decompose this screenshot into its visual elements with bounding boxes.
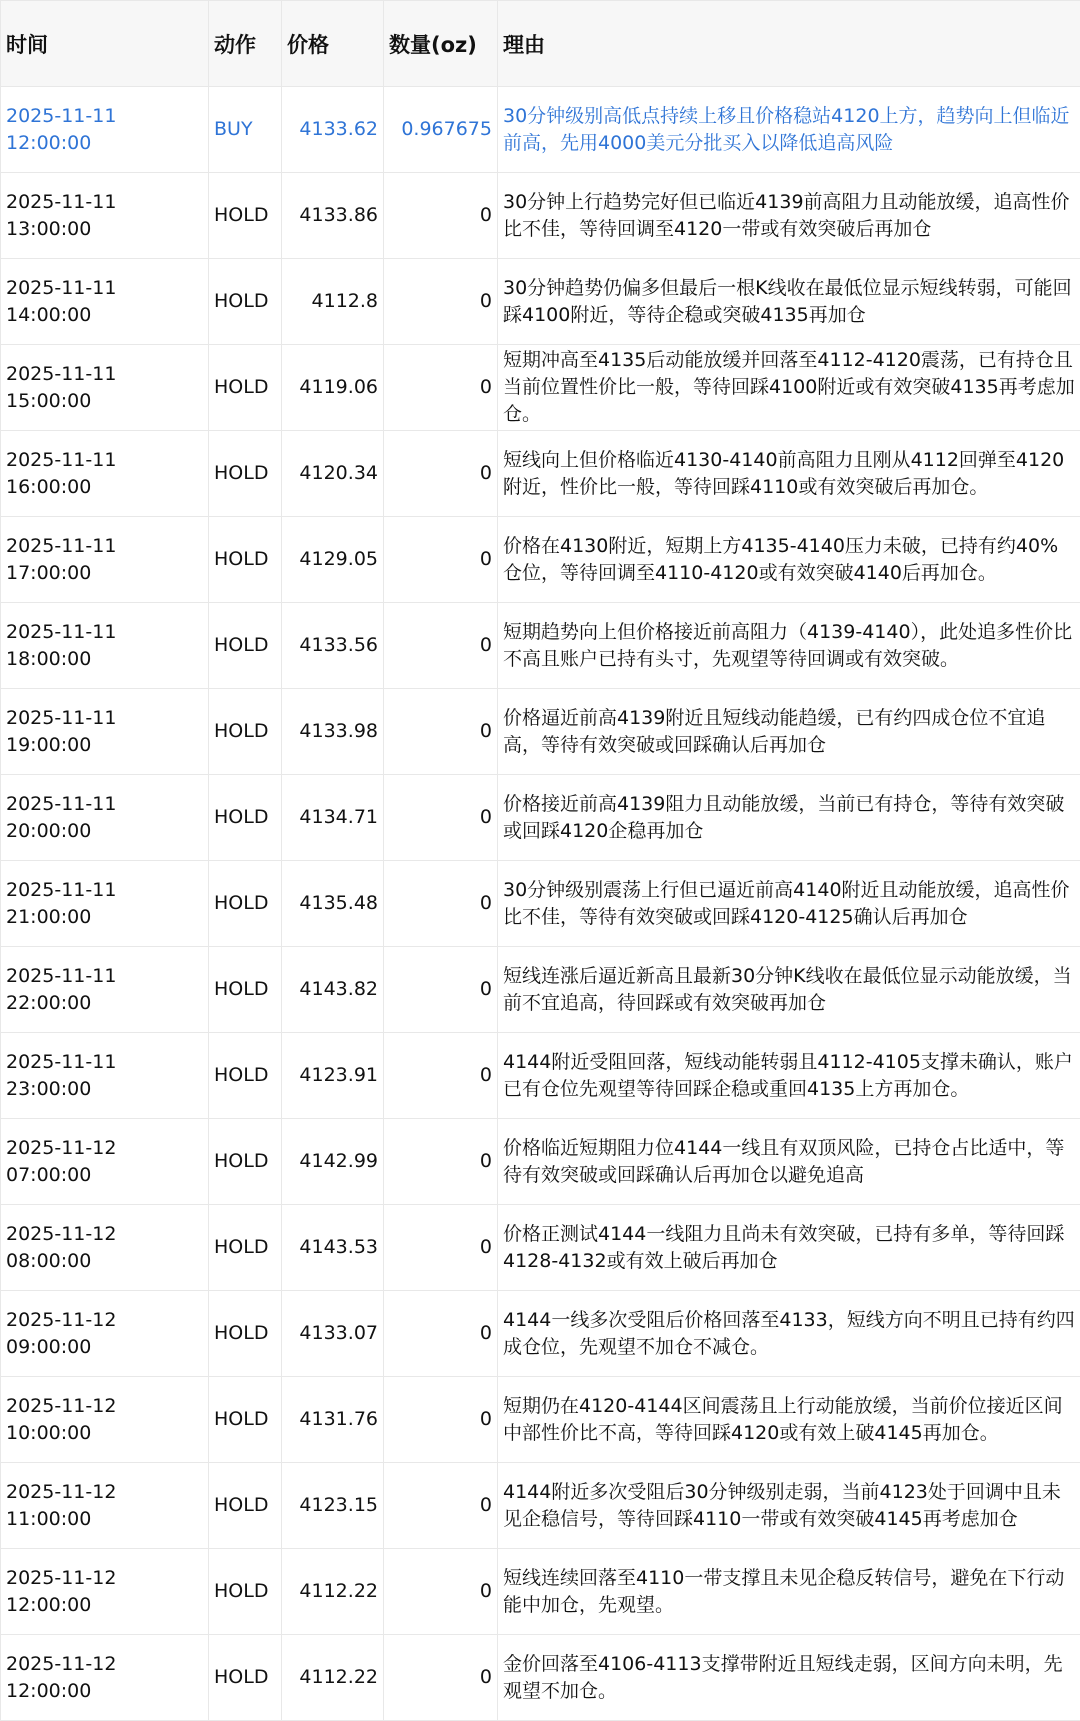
price-cell: 4133.62 bbox=[282, 87, 384, 173]
time-text: 16:00:00 bbox=[6, 474, 203, 501]
time-cell bbox=[1, 1549, 209, 1635]
reason-cell: 短期冲高至4135后动能放缓并回落至4112-4120震荡，已有持仓且当前位置性价比一般，等待回踩4100附近或有效突破4135再考虑加仓。 bbox=[498, 345, 1080, 431]
time-cell bbox=[1, 1033, 209, 1119]
date-text: 2025-11-11 bbox=[6, 791, 203, 818]
table-row bbox=[1, 603, 1080, 689]
reason-cell: 30分钟级别高低点持续上移且价格稳站4120上方，趋势向上但临近前高，先用4000美元分批买入以降低追高风险 bbox=[498, 87, 1080, 173]
quantity-cell: 0 bbox=[384, 1119, 498, 1205]
time-text: 11:00:00 bbox=[6, 1506, 203, 1533]
quantity-cell: 0 bbox=[384, 689, 498, 775]
reason-cell: 价格在4130附近，短期上方4135-4140压力未破，已持有约40%仓位，等待回调至4110-4120或有效突破4140后再加仓。 bbox=[498, 517, 1080, 603]
header-price: 价格 bbox=[282, 1, 384, 87]
time-cell bbox=[1, 1377, 209, 1463]
price-cell: 4112.8 bbox=[282, 259, 384, 345]
time-text: 18:00:00 bbox=[6, 646, 203, 673]
reason-cell: 价格逼近前高4139附近且短线动能趋缓，已有约四成仓位不宜追高，等待有效突破或回踩确认后再加仓 bbox=[498, 689, 1080, 775]
time-cell bbox=[1, 259, 209, 345]
reason-cell: 4144附近多次受阻后30分钟级别走弱，当前4123处于回调中且未见企稳信号，等待回踩4110一带或有效突破4145再考虑加仓 bbox=[498, 1463, 1080, 1549]
time-text: 17:00:00 bbox=[6, 560, 203, 587]
header-quantity: 数量(oz) bbox=[384, 1, 498, 87]
table-row bbox=[1, 259, 1080, 345]
action-cell: HOLD bbox=[209, 1119, 282, 1205]
quantity-cell: 0 bbox=[384, 173, 498, 259]
date-text: 2025-11-11 bbox=[6, 619, 203, 646]
time-cell bbox=[1, 1205, 209, 1291]
date-text: 2025-11-12 bbox=[6, 1221, 203, 1248]
reason-cell: 短期趋势向上但价格接近前高阻力（4139-4140），此处追多性价比不高且账户已持有头寸，先观望等待回调或有效突破。 bbox=[498, 603, 1080, 689]
date-text: 2025-11-11 bbox=[6, 361, 203, 388]
quantity-cell: 0 bbox=[384, 259, 498, 345]
quantity-cell: 0 bbox=[384, 861, 498, 947]
time-text: 12:00:00 bbox=[6, 130, 203, 157]
table-body bbox=[1, 87, 1080, 1721]
quantity-cell: 0 bbox=[384, 1463, 498, 1549]
reason-cell: 30分钟趋势仍偏多但最后一根K线收在最低位显示短线转弱，可能回踩4100附近，等待企稳或突破4135再加仓 bbox=[498, 259, 1080, 345]
time-text: 12:00:00 bbox=[6, 1592, 203, 1619]
reason-cell: 短期仍在4120-4144区间震荡且上行动能放缓，当前价位接近区间中部性价比不高，等待回踩4120或有效上破4145再加仓。 bbox=[498, 1377, 1080, 1463]
price-cell: 4120.34 bbox=[282, 431, 384, 517]
date-text: 2025-11-12 bbox=[6, 1307, 203, 1334]
table-row bbox=[1, 689, 1080, 775]
reason-cell: 短线向上但价格临近4130-4140前高阻力且刚从4112回弹至4120附近，性价比一般，等待回踩4110或有效突破后再加仓。 bbox=[498, 431, 1080, 517]
action-cell: BUY bbox=[209, 87, 282, 173]
price-cell: 4135.48 bbox=[282, 861, 384, 947]
time-text: 13:00:00 bbox=[6, 216, 203, 243]
date-text: 2025-11-11 bbox=[6, 447, 203, 474]
price-cell: 4119.06 bbox=[282, 345, 384, 431]
action-cell: HOLD bbox=[209, 603, 282, 689]
time-cell bbox=[1, 517, 209, 603]
date-text: 2025-11-11 bbox=[6, 877, 203, 904]
quantity-cell: 0 bbox=[384, 947, 498, 1033]
time-text: 15:00:00 bbox=[6, 388, 203, 415]
time-text: 21:00:00 bbox=[6, 904, 203, 931]
table-row bbox=[1, 173, 1080, 259]
date-text: 2025-11-11 bbox=[6, 189, 203, 216]
table-row bbox=[1, 87, 1080, 173]
date-text: 2025-11-11 bbox=[6, 705, 203, 732]
quantity-cell: 0 bbox=[384, 1033, 498, 1119]
table-row bbox=[1, 1635, 1080, 1721]
quantity-cell: 0 bbox=[384, 775, 498, 861]
header-time: 时间 bbox=[1, 1, 209, 87]
time-text: 10:00:00 bbox=[6, 1420, 203, 1447]
time-cell bbox=[1, 87, 209, 173]
time-cell bbox=[1, 689, 209, 775]
table-row bbox=[1, 1033, 1080, 1119]
time-text: 22:00:00 bbox=[6, 990, 203, 1017]
time-cell bbox=[1, 947, 209, 1033]
action-cell: HOLD bbox=[209, 259, 282, 345]
time-text: 23:00:00 bbox=[6, 1076, 203, 1103]
price-cell: 4143.53 bbox=[282, 1205, 384, 1291]
time-text: 19:00:00 bbox=[6, 732, 203, 759]
quantity-cell: 0 bbox=[384, 431, 498, 517]
date-text: 2025-11-12 bbox=[6, 1479, 203, 1506]
action-cell: HOLD bbox=[209, 173, 282, 259]
table-row bbox=[1, 1205, 1080, 1291]
action-cell: HOLD bbox=[209, 345, 282, 431]
reason-cell: 短线连涨后逼近新高且最新30分钟K线收在最低位显示动能放缓，当前不宜追高，待回踩或有效突破再加仓 bbox=[498, 947, 1080, 1033]
time-cell bbox=[1, 775, 209, 861]
price-cell: 4134.71 bbox=[282, 775, 384, 861]
table-row bbox=[1, 861, 1080, 947]
table-header-row bbox=[1, 1, 1080, 87]
action-cell: HOLD bbox=[209, 861, 282, 947]
date-text: 2025-11-11 bbox=[6, 103, 203, 130]
time-text: 07:00:00 bbox=[6, 1162, 203, 1189]
time-text: 09:00:00 bbox=[6, 1334, 203, 1361]
price-cell: 4129.05 bbox=[282, 517, 384, 603]
reason-cell: 价格正测试4144一线阻力且尚未有效突破，已持有多单，等待回踩4128-4132或有效上破后再加仓 bbox=[498, 1205, 1080, 1291]
quantity-cell: 0 bbox=[384, 345, 498, 431]
quantity-cell: 0 bbox=[384, 1205, 498, 1291]
time-cell bbox=[1, 431, 209, 517]
quantity-cell: 0.967675 bbox=[384, 87, 498, 173]
reason-cell: 4144一线多次受阻后价格回落至4133，短线方向不明且已持有约四成仓位，先观望不加仓不减仓。 bbox=[498, 1291, 1080, 1377]
action-cell: HOLD bbox=[209, 947, 282, 1033]
table-row bbox=[1, 1291, 1080, 1377]
table-row bbox=[1, 431, 1080, 517]
quantity-cell: 0 bbox=[384, 1377, 498, 1463]
time-cell bbox=[1, 1291, 209, 1377]
quantity-cell: 0 bbox=[384, 1549, 498, 1635]
action-cell: HOLD bbox=[209, 1033, 282, 1119]
time-text: 08:00:00 bbox=[6, 1248, 203, 1275]
action-cell: HOLD bbox=[209, 775, 282, 861]
date-text: 2025-11-11 bbox=[6, 963, 203, 990]
quantity-cell: 0 bbox=[384, 603, 498, 689]
time-cell bbox=[1, 345, 209, 431]
reason-cell: 价格临近短期阻力位4144一线且有双顶风险，已持仓占比适中，等待有效突破或回踩确认后再加仓以避免追高 bbox=[498, 1119, 1080, 1205]
action-cell: HOLD bbox=[209, 1205, 282, 1291]
time-cell bbox=[1, 1119, 209, 1205]
price-cell: 4123.91 bbox=[282, 1033, 384, 1119]
header-reason: 理由 bbox=[498, 1, 1080, 87]
price-cell: 4133.98 bbox=[282, 689, 384, 775]
price-cell: 4131.76 bbox=[282, 1377, 384, 1463]
header-action: 动作 bbox=[209, 1, 282, 87]
time-text: 20:00:00 bbox=[6, 818, 203, 845]
date-text: 2025-11-11 bbox=[6, 1049, 203, 1076]
date-text: 2025-11-12 bbox=[6, 1393, 203, 1420]
quantity-cell: 0 bbox=[384, 517, 498, 603]
table-row bbox=[1, 1377, 1080, 1463]
time-cell bbox=[1, 603, 209, 689]
quantity-cell: 0 bbox=[384, 1635, 498, 1721]
quantity-cell: 0 bbox=[384, 1291, 498, 1377]
price-cell: 4112.22 bbox=[282, 1635, 384, 1721]
time-cell bbox=[1, 861, 209, 947]
action-cell: HOLD bbox=[209, 517, 282, 603]
price-cell: 4133.07 bbox=[282, 1291, 384, 1377]
reason-cell: 短线连续回落至4110一带支撑且未见企稳反转信号，避免在下行动能中加仓，先观望。 bbox=[498, 1549, 1080, 1635]
table-row bbox=[1, 947, 1080, 1033]
reason-cell: 30分钟级别震荡上行但已逼近前高4140附近且动能放缓，追高性价比不佳，等待有效突破或回踩4120-4125确认后再加仓 bbox=[498, 861, 1080, 947]
price-cell: 4133.56 bbox=[282, 603, 384, 689]
price-cell: 4142.99 bbox=[282, 1119, 384, 1205]
date-text: 2025-11-12 bbox=[6, 1135, 203, 1162]
reason-cell: 价格接近前高4139阻力且动能放缓，当前已有持仓，等待有效突破或回踩4120企稳再加仓 bbox=[498, 775, 1080, 861]
table-row bbox=[1, 517, 1080, 603]
table-row bbox=[1, 345, 1080, 431]
reason-cell: 金价回落至4106-4113支撑带附近且短线走弱，区间方向未明，先观望不加仓。 bbox=[498, 1635, 1080, 1721]
price-cell: 4123.15 bbox=[282, 1463, 384, 1549]
action-cell: HOLD bbox=[209, 431, 282, 517]
action-cell: HOLD bbox=[209, 1291, 282, 1377]
action-cell: HOLD bbox=[209, 689, 282, 775]
price-cell: 4143.82 bbox=[282, 947, 384, 1033]
action-cell: HOLD bbox=[209, 1549, 282, 1635]
action-cell: HOLD bbox=[209, 1463, 282, 1549]
date-text: 2025-11-12 bbox=[6, 1565, 203, 1592]
table-row bbox=[1, 1463, 1080, 1549]
time-cell bbox=[1, 173, 209, 259]
action-cell: HOLD bbox=[209, 1377, 282, 1463]
date-text: 2025-11-12 bbox=[6, 1651, 203, 1678]
time-text: 14:00:00 bbox=[6, 302, 203, 329]
table-row bbox=[1, 1549, 1080, 1635]
date-text: 2025-11-11 bbox=[6, 275, 203, 302]
time-text: 12:00:00 bbox=[6, 1678, 203, 1705]
reason-cell: 30分钟上行趋势完好但已临近4139前高阻力且动能放缓，追高性价比不佳，等待回调至4120一带或有效突破后再加仓 bbox=[498, 173, 1080, 259]
price-cell: 4112.22 bbox=[282, 1549, 384, 1635]
table-row bbox=[1, 1119, 1080, 1205]
table-row bbox=[1, 775, 1080, 861]
time-cell bbox=[1, 1635, 209, 1721]
date-text: 2025-11-11 bbox=[6, 533, 203, 560]
time-cell bbox=[1, 1463, 209, 1549]
action-cell: HOLD bbox=[209, 1635, 282, 1721]
price-cell: 4133.86 bbox=[282, 173, 384, 259]
reason-cell: 4144附近受阻回落，短线动能转弱且4112-4105支撑未确认，账户已有仓位先观望等待回踩企稳或重回4135上方再加仓。 bbox=[498, 1033, 1080, 1119]
